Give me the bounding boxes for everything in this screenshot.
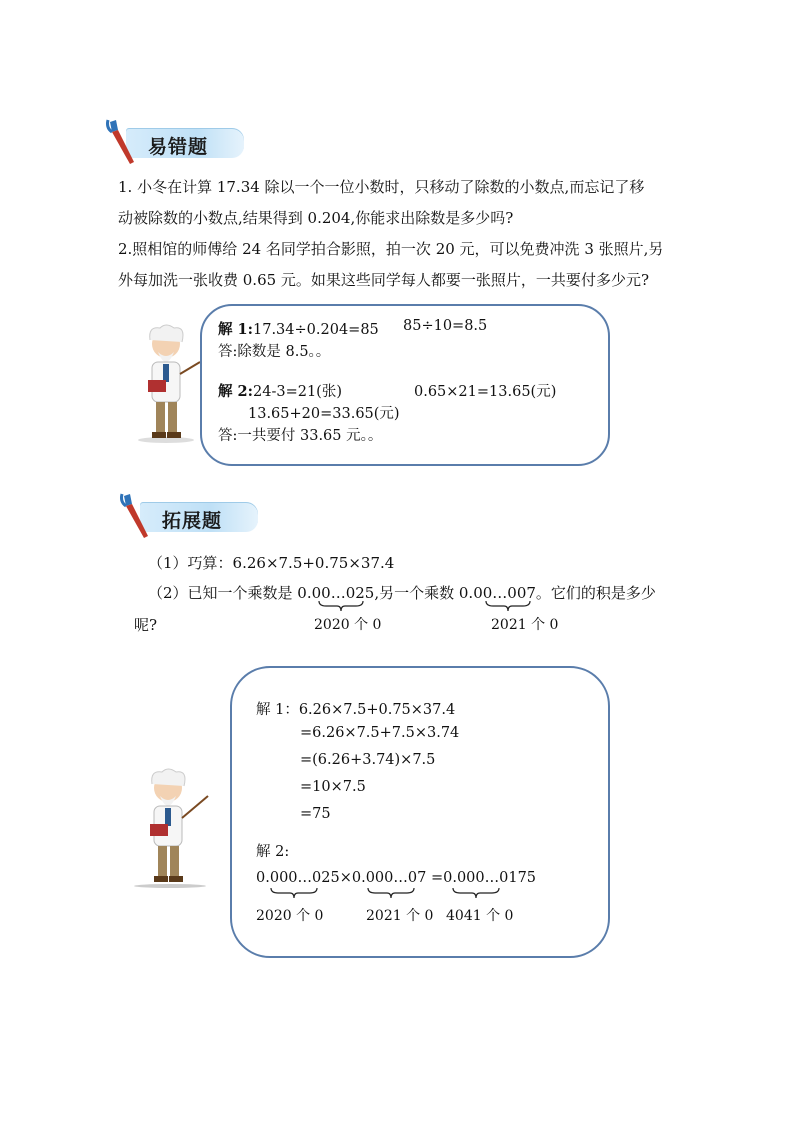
answer-2-eq-1: 24-3=21(张) (253, 384, 342, 400)
question-2-line-1: 2.照相馆的师傅给 24 名同学拍合影照，拍一次 20 元，可以免费冲洗 3 张照片,另 (118, 240, 664, 258)
question-1 (118, 172, 688, 296)
calc-step: =10×7.5 (300, 779, 366, 795)
answer-2-expression (256, 870, 536, 886)
underbrace-label-3: 2020 个 0 (256, 908, 324, 924)
answer-1-eq-2: 85÷10=8.5 (403, 318, 488, 334)
expr-part-g: 0175 (499, 870, 537, 886)
problem-2-part-a: （2）已知一个乘数是 0. (148, 584, 312, 602)
problem-2-zeros-1: 00… (311, 584, 346, 602)
expr-part-a: 0. (256, 870, 270, 886)
answer-1-conclusion: 答:除数是 8.5。。 (218, 344, 331, 360)
answer-1-eq-1: 17.34÷0.204=85 (253, 322, 379, 338)
underbrace-3 (270, 887, 318, 899)
answer-2-label-2: 解 2: (256, 844, 290, 860)
problem-2-zeros-2: 00… (473, 584, 508, 602)
answer-2-step-1 (218, 380, 342, 401)
underbrace-label-5: 4041 个 0 (446, 908, 514, 924)
extension-problem-2-end: 呢? (134, 616, 158, 634)
underbrace-label-4: 2021 个 0 (366, 908, 434, 924)
calc-step: =6.26×7.5+7.5×3.74 (300, 725, 460, 741)
problem-2-part-c: 025,另一个乘数 0. (345, 584, 474, 602)
extension-problem-2 (148, 582, 656, 603)
extension-problem-1: （1）巧算：6.26×7.5+0.75×37.4 (148, 554, 395, 572)
expr-zeros-1: 000… (269, 870, 313, 886)
question-1-line-1: 1. 小冬在计算 17.34 除以一个一位小数时，只移动了除数的小数点,而忘记了移 (118, 178, 645, 196)
question-2-line-2: 外每加洗一张收费 0.65 元。如果这些同学每人都要一张照片，一共要付多少元? (118, 271, 649, 289)
answer-2-eq-2: 0.65×21=13.65(元) (414, 384, 557, 400)
underbrace-1 (318, 600, 364, 612)
expr-part-c: 025×0. (312, 870, 366, 886)
section-title: 拓展题 (162, 510, 223, 532)
answer-2-eq-3: 13.65+20=33.65(元) (248, 406, 400, 422)
answer-1-step-1 (218, 318, 379, 339)
underbrace-4 (367, 887, 415, 899)
expr-part-e: 07 =0. (407, 870, 457, 886)
answer-2-label-1: 解 1：6.26×7.5+0.75×37.4 (256, 702, 456, 718)
answer-2-conclusion: 答:一共要付 33.65 元。。 (218, 428, 383, 444)
calc-step: =75 (300, 806, 331, 822)
paintbrush-icon (104, 118, 144, 168)
underbrace-label-1: 2020 个 0 (314, 617, 382, 633)
answer-1-label: 解 1: (218, 321, 253, 338)
professor-illustration (130, 318, 210, 446)
underbrace-label-2: 2021 个 0 (491, 617, 559, 633)
underbrace-5 (452, 887, 500, 899)
expr-zeros-3: 000… (456, 870, 500, 886)
underbrace-2 (485, 600, 531, 612)
professor-illustration (132, 762, 222, 890)
problem-2-part-e: 007。它们的积是多少 (507, 584, 656, 602)
expr-zeros-2: 000… (365, 870, 408, 886)
section-title: 易错题 (148, 136, 209, 158)
section-banner-extension (118, 492, 268, 536)
answer-2-label: 解 2: (218, 383, 253, 400)
question-1-line-2: 动被除数的小数点,结果得到 0.204,你能求出除数是多少吗? (118, 209, 514, 227)
calc-step: =(6.26+3.74)×7.5 (300, 752, 436, 768)
section-banner-mistakes (104, 118, 254, 162)
paintbrush-icon (118, 492, 158, 542)
